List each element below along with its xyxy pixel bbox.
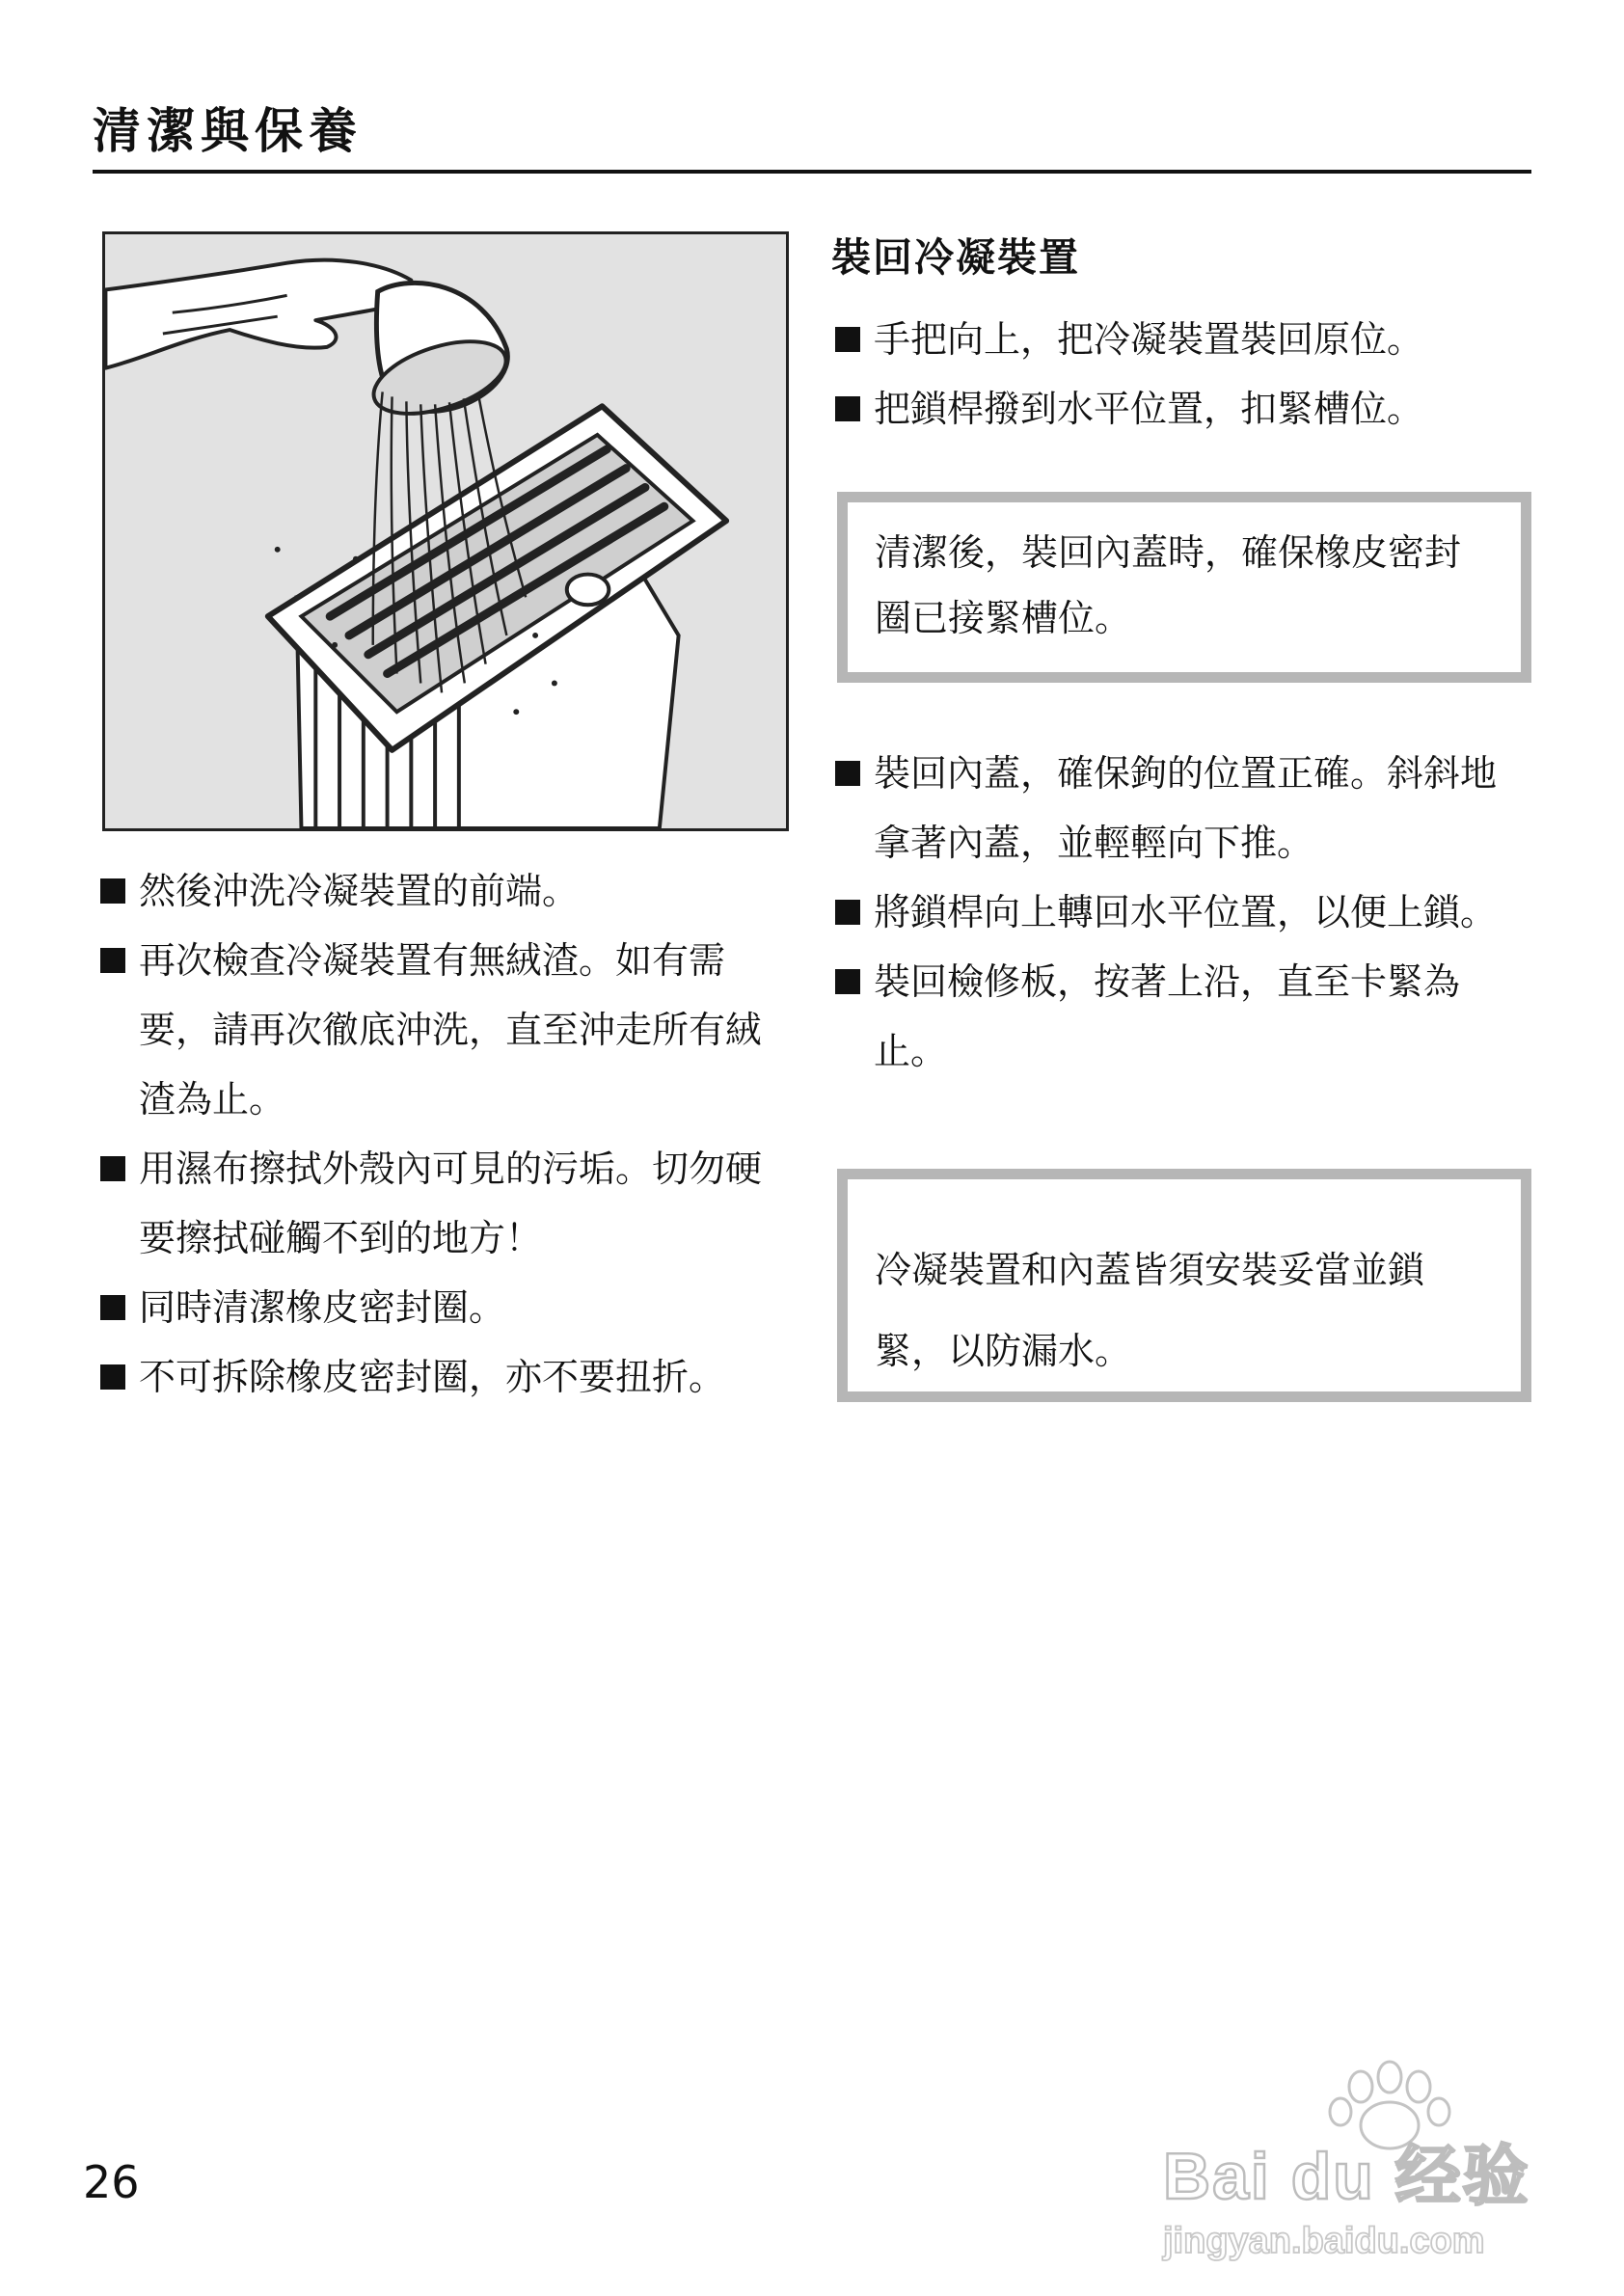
watermark-brand: Bai du 经验 — [1163, 2140, 1530, 2213]
cleaning-steps-list — [100, 856, 795, 1412]
cover-steps-list — [835, 739, 1529, 1086]
page-title: 清潔與保養 — [93, 103, 363, 159]
bullet-square-icon — [100, 1156, 125, 1181]
list-item: 把鎖桿撥到水平位置，扣緊槽位。 — [835, 374, 1529, 444]
bullet-square-icon — [835, 900, 860, 925]
rinse-condenser-illustration — [102, 231, 789, 831]
bullet-square-icon — [100, 1295, 125, 1320]
section-heading: 裝回冷凝裝置 — [831, 234, 1080, 281]
seal-note-box: 清潔後，裝回內蓋時，確保橡皮密封圈已接緊槽位。 — [837, 492, 1531, 683]
title-rule — [93, 170, 1531, 174]
leak-warning-box: 冷凝裝置和內蓋皆須安裝妥當並鎖緊，以防漏水。 — [837, 1169, 1531, 1402]
list-item: 手把向上，把冷凝裝置裝回原位。 — [835, 305, 1529, 374]
bullet-square-icon — [835, 761, 860, 786]
list-item: 再次檢查冷凝裝置有無絨渣。如有需要，請再次徹底沖洗，直至沖走所有絨渣為止。 — [100, 926, 795, 1134]
bullet-square-icon — [835, 327, 860, 352]
list-item: 裝回內蓋，確保鉤的位置正確。斜斜地拿著內蓋，並輕輕向下推。 — [835, 739, 1529, 878]
bullet-square-icon — [835, 396, 860, 421]
reinstall-steps-list — [835, 305, 1529, 444]
list-item: 不可拆除橡皮密封圈，亦不要扭折。 — [100, 1342, 795, 1412]
bullet-square-icon — [835, 969, 860, 994]
page-number: 26 — [83, 2156, 140, 2208]
list-item: 裝回檢修板，按著上沿，直至卡緊為止。 — [835, 947, 1529, 1086]
list-item: 然後沖洗冷凝裝置的前端。 — [100, 856, 795, 926]
list-item: 同時清潔橡皮密封圈。 — [100, 1273, 795, 1342]
baidu-watermark — [1153, 2054, 1558, 2266]
list-item: 將鎖桿向上轉回水平位置，以便上鎖。 — [835, 878, 1529, 947]
bullet-square-icon — [100, 878, 125, 904]
list-item: 用濕布擦拭外殼內可見的污垢。切勿硬要擦拭碰觸不到的地方！ — [100, 1134, 795, 1273]
bullet-square-icon — [100, 948, 125, 973]
watermark-url: jingyan.baidu.com — [1163, 2221, 1485, 2261]
bullet-square-icon — [100, 1364, 125, 1390]
